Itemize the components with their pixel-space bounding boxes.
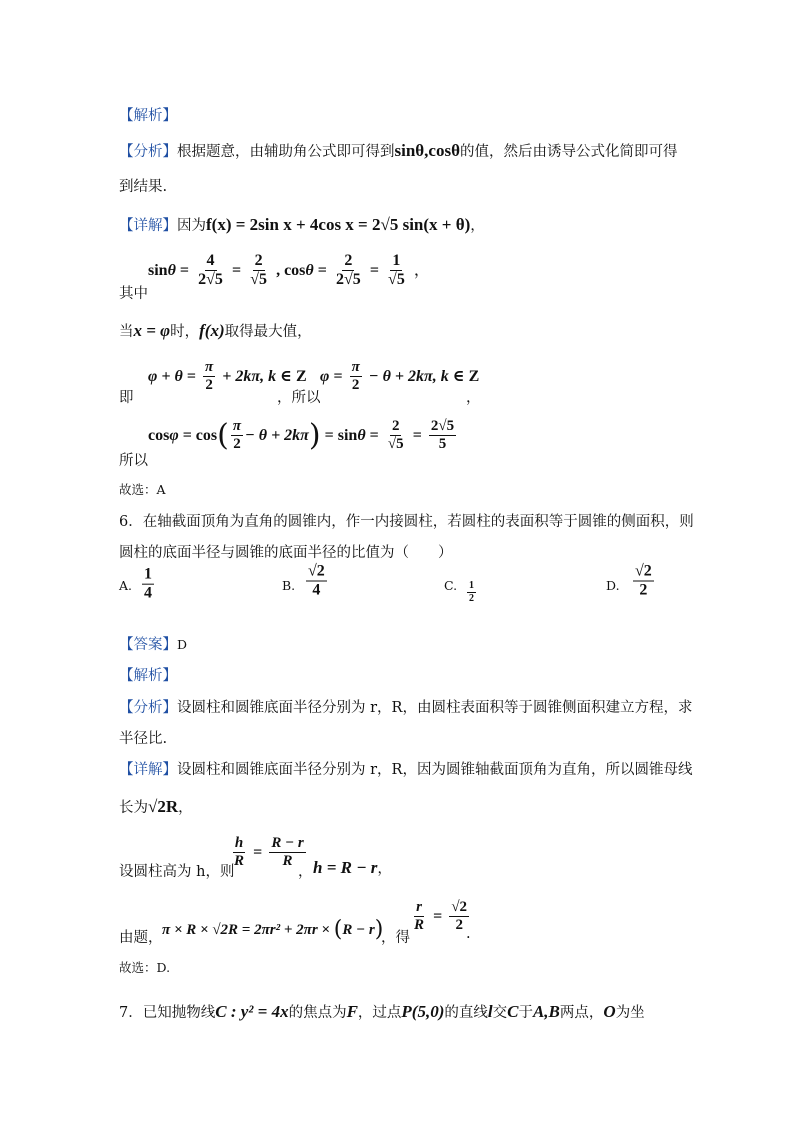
youti-label: 由题，	[119, 930, 163, 946]
dang-text: 当	[119, 324, 134, 340]
xj-fx-equation: f(x) = 2sin x + 4cos x = 2√5 sin(x + θ)	[206, 215, 471, 234]
option-d[interactable]	[606, 578, 620, 593]
suoyi-inline: ，所以	[277, 390, 321, 406]
q6-xiangjie-paragraph	[119, 758, 692, 779]
q7-point-P: P(5,0)	[401, 1002, 445, 1021]
q7-text-8: 为坐	[615, 1005, 645, 1021]
dang-paragraph	[119, 320, 312, 341]
xiangjie-paragraph	[119, 214, 485, 235]
q6-h-ratio-equation: $\frac{h}{R}$ = $\frac{R - r}{R}$	[234, 835, 304, 869]
fenxi-paragraph	[119, 140, 677, 161]
q6-xj-line-2	[119, 796, 193, 817]
q7-text-6: 于	[518, 1005, 533, 1021]
fx-symbol: f(x)	[199, 321, 225, 340]
sin-cos-comma: ，	[413, 260, 430, 280]
x-eq-phi: x = φ	[133, 321, 171, 340]
q6-xj-text-2: 长为	[119, 800, 148, 816]
q7-origin-O: O	[603, 1002, 616, 1021]
q7-line-1	[119, 1001, 645, 1022]
q6-h-equation	[313, 857, 392, 878]
q7-text-4: 的直线	[444, 1005, 488, 1021]
option-c-label: C.	[444, 578, 458, 593]
de-text: ，得	[381, 930, 410, 946]
answer-tag: 【答案】	[119, 637, 177, 653]
option-a[interactable]	[119, 578, 132, 593]
q6-xiangjie-tag: 【详解】	[119, 762, 177, 778]
q7-text-5: 交	[492, 1005, 508, 1021]
phi-comma: ，	[466, 390, 481, 406]
q6-fenxi-text-1: 设圆柱和圆锥底面半径分别为 r，R，由圆柱表面积等于圆锥侧面积建立方程，求	[177, 700, 693, 716]
guxuan-d: 故选：D.	[119, 960, 171, 975]
sin-cos-theta-equation: sinθ = $\frac{4}{2√5}$ = $\frac{2}{√5}$ , cosθ = $\frac{2}{2√5}$ = $\frac{1}{√5}$ ，	[148, 252, 430, 288]
answer-line	[119, 633, 187, 654]
fenxi-math: sinθ,cosθ	[394, 141, 460, 160]
q6-h-comma: ，	[298, 864, 313, 880]
jiexi-heading-1: 【解析】	[119, 108, 177, 124]
max-text: 取得最大值，	[224, 324, 312, 340]
jiexi-heading-2: 【解析】	[119, 668, 177, 684]
option-c[interactable]	[444, 578, 457, 593]
fenxi-text-3: 到结果.	[119, 179, 168, 195]
q7-text-1: 7．已知抛物线	[119, 1005, 216, 1021]
q7-points-AB: A,B	[532, 1002, 560, 1021]
phi-solution-equation: φ = $\frac{\pi}{2}$ − θ + 2kπ, k ∈ Z	[320, 359, 480, 393]
xj-because: 因为	[177, 218, 206, 234]
q6-line-2: 圆柱的底面半径与圆锥的底面半径的比值为（ ）	[119, 545, 453, 561]
q6-fenxi-paragraph	[119, 696, 692, 717]
fenxi-text-2: 的值，然后由诱导公式化简即可得	[459, 144, 678, 160]
q6-line-1: 6．在轴截面顶角为直角的圆锥内，作一内接圆柱，若圆柱的表面积等于圆锥的侧面积，则	[119, 514, 694, 530]
suoyi-label: 所以	[119, 453, 148, 469]
q6-fenxi-tag: 【分析】	[119, 700, 177, 716]
q6-h-eq-text: h = R − r	[313, 858, 378, 877]
q7-text-3: ，过点	[357, 1005, 402, 1021]
phi-theta-equation: φ + θ = $\frac{\pi}{2}$ + 2kπ, k ∈ Z	[148, 359, 307, 393]
option-a-label: A.	[119, 578, 133, 593]
option-b-label: B.	[282, 578, 296, 593]
q7-curve-C: C	[507, 1002, 519, 1021]
q7-line-l: l	[487, 1002, 493, 1021]
answer-value: D	[177, 637, 188, 652]
q6-h-eq-comma: ，	[377, 861, 392, 877]
guxuan-a: 故选：A	[119, 482, 166, 497]
option-b[interactable]	[282, 578, 295, 593]
q7-text-2: 的焦点为	[288, 1005, 347, 1021]
xiangjie-tag: 【详解】	[119, 218, 177, 234]
q6-h-label: 设圆柱高为 h，则	[119, 864, 235, 880]
q6-result-equation: $\frac{r}{R}$ = $\frac{√2}{2}$	[414, 899, 468, 933]
ji-label: 即	[119, 390, 134, 406]
option-d-label: D.	[606, 578, 620, 593]
q6-area-equation: π × R × √2R = 2πr² + 2πr × (R − r)	[162, 917, 384, 942]
fenxi-tag: 【分析】	[119, 144, 177, 160]
shi-text: 时，	[170, 324, 200, 340]
q6-xj-text-1: 设圆柱和圆锥底面半径分别为 r，R，因为圆锥轴截面顶角为直角，所以圆锥母线	[177, 762, 693, 778]
fenxi-text-1: 根据题意，由辅助角公式即可得到	[177, 144, 395, 160]
qizhong-label: 其中	[119, 286, 148, 302]
cos-phi-equation: cosφ = cos( $\frac{\pi}{2}$ − θ + 2kπ) = sinθ = $\frac{2}{√5}$ = $\frac{2√5}{5}$	[148, 417, 455, 453]
q6-length-comma: ，	[178, 800, 193, 816]
xj-comma: ，	[470, 218, 485, 234]
q7-focus-F: F	[346, 1002, 358, 1021]
q7-parabola: C : y² = 4x	[215, 1002, 289, 1021]
q7-text-7: 两点，	[559, 1005, 604, 1021]
q6-length: √2R	[148, 797, 179, 816]
q6-fenxi-text-2: 半径比.	[119, 731, 168, 747]
q6-period: .	[466, 926, 471, 942]
